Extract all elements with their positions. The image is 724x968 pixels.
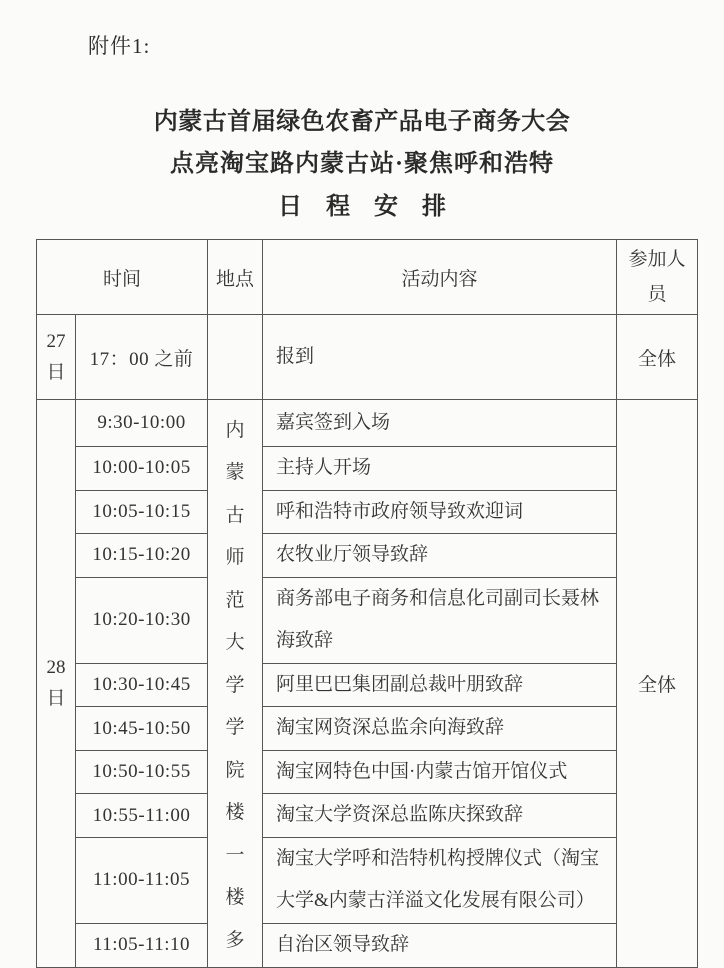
location-char: 蒙 [225,462,245,484]
row-time: 10:30-10:45 [76,663,208,707]
day28-number: 28 [46,657,66,679]
document-title-line2: 点亮淘宝路内蒙古站·聚焦呼和浩特 [169,151,554,177]
row-activity: 淘宝大学资深总监陈庆探致辞 [263,794,617,838]
table-row [37,750,698,794]
day27-time: 17：00 之前 [76,315,208,400]
location-char: 学 [225,674,245,696]
row-activity: 阿里巴巴集团副总裁叶朋致辞 [263,663,617,707]
table-row-day27 [37,315,698,400]
document-title-schedule: 日 程 安 排 [278,194,446,220]
location-char: 院 [225,759,245,781]
row-time: 10:20-10:30 [76,577,208,663]
location-char: 楼 [225,887,245,909]
table-row [37,707,698,751]
location-char: 古 [225,504,245,526]
row-activity: 农牧业厅领导致辞 [263,534,617,578]
header-participants: 参加人员 [617,240,698,315]
row-activity: 商务部电子商务和信息化司副司长聂林海致辞 [263,577,617,663]
table-row [37,663,698,707]
day27-location [208,315,263,400]
header-time: 时间 [37,240,208,315]
row-activity: 淘宝网资深总监余向海致辞 [263,707,617,751]
table-row [37,794,698,838]
table-header-row [37,240,698,315]
row-activity: 主持人开场 [263,447,617,491]
table-row [37,577,698,663]
document-title-line1: 内蒙古首届绿色农畜产品电子商务大会 [153,109,571,135]
table-row [37,924,698,968]
row-activity: 淘宝大学呼和浩特机构授牌仪式（淘宝大学&内蒙古洋溢文化发展有限公司） [263,837,617,923]
location-char: 楼 [225,802,245,824]
row-activity: 自治区领导致辞 [263,924,617,968]
day27-suffix: 日 [46,362,66,383]
row-time: 11:00-11:05 [76,837,208,923]
header-activity: 活动内容 [263,240,617,315]
day27-activity: 报到 [263,315,617,400]
table-row [37,490,698,534]
location-char: 范 [225,589,245,611]
day27-stack [37,326,75,388]
day28-stack [37,652,75,714]
attachment-label: 附件1: [88,34,151,58]
day28-cell [37,400,76,968]
location-char: 师 [225,547,245,569]
header-location: 地点 [208,240,263,315]
day28-participants: 全体 [617,400,698,968]
location-char: 学 [225,717,245,739]
row-activity: 嘉宾签到入场 [263,400,617,447]
day27-participants: 全体 [617,315,698,400]
location-char: 一 [225,844,245,866]
row-time: 10:55-11:00 [76,794,208,838]
table-row [37,447,698,491]
row-activity: 呼和浩特市政府领导致欢迎词 [263,490,617,534]
day28-location-vertical-text [208,407,262,959]
row-time: 10:45-10:50 [76,707,208,751]
row-time: 10:05-10:15 [76,490,208,534]
row-time: 9:30-10:00 [76,400,208,447]
row-time: 10:15-10:20 [76,534,208,578]
day27-cell [37,315,76,400]
row-activity: 淘宝网特色中国·内蒙古馆开馆仪式 [263,750,617,794]
row-time: 10:50-10:55 [76,750,208,794]
row-time: 10:00-10:05 [76,447,208,491]
table-row [37,400,698,447]
table-row [37,837,698,923]
day28-location-cell [208,400,263,968]
location-char: 内 [225,420,245,442]
row-time: 11:05-11:10 [76,924,208,968]
table-row [37,534,698,578]
day28-suffix: 日 [46,688,66,710]
location-char: 大 [225,632,245,654]
location-char: 多 [225,929,245,951]
schedule-table [36,239,698,968]
day27-number: 27 [46,331,66,352]
